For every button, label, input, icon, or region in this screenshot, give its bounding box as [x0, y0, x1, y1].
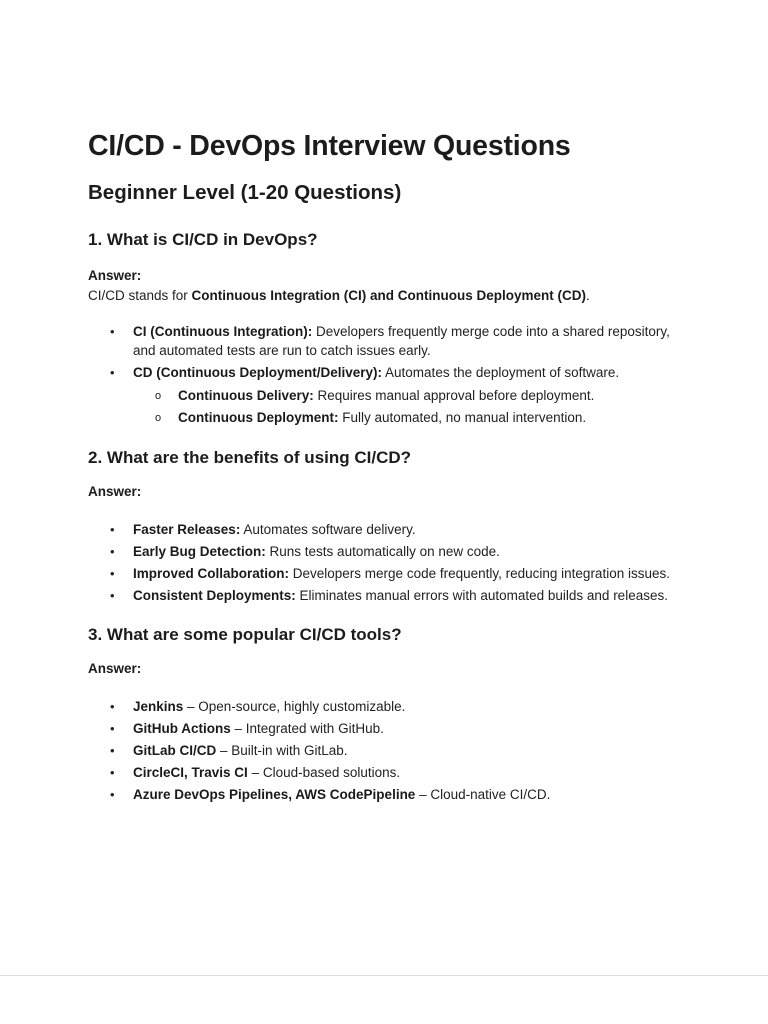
intro-text: CI/CD stands for [88, 288, 192, 303]
list-item [88, 697, 678, 716]
hollow-circle-icon: o [155, 390, 162, 402]
bullet-dot-icon: • [110, 566, 115, 581]
bullet-dot-icon: • [110, 765, 115, 780]
answer-list [88, 697, 688, 804]
item-text: – Built-in with GitLab. [216, 743, 348, 758]
question-1 [88, 228, 688, 428]
document-content [88, 126, 688, 807]
question-2-title: 2. What are the benefits of using CI/CD? [88, 448, 412, 467]
item-text: – Cloud-native CI/CD. [415, 787, 551, 802]
list-item [88, 363, 678, 428]
item-term: Azure DevOps Pipelines, AWS CodePipeline [133, 787, 416, 802]
question-2 [88, 446, 688, 605]
list-item [88, 542, 678, 561]
sub-list-item [133, 385, 678, 406]
item-term: Early Bug Detection: [133, 544, 266, 559]
page-divider [0, 975, 768, 976]
item-term: GitHub Actions [133, 721, 231, 736]
item-term: Jenkins [133, 699, 184, 714]
item-term: Consistent Deployments: [133, 588, 296, 603]
item-term: Improved Collaboration: [133, 566, 290, 581]
list-item [88, 520, 678, 539]
list-item [88, 586, 678, 605]
answer-intro [88, 286, 688, 305]
question-3-title: 3. What are some popular CI/CD tools? [88, 625, 402, 644]
list-item [88, 763, 678, 782]
question-1-title: 1. What is CI/CD in DevOps? [88, 230, 318, 249]
bullet-dot-icon: • [110, 522, 115, 537]
answer-label: Answer: [88, 268, 142, 283]
sub-list-item [133, 407, 678, 428]
item-term: GitLab CI/CD [133, 743, 217, 758]
intro-suffix: . [586, 288, 590, 303]
item-term: Continuous Deployment: [178, 410, 339, 425]
bullet-dot-icon: • [110, 365, 115, 380]
answer-label: Answer: [88, 484, 142, 499]
item-text: Developers merge code frequently, reducing integration issues. [289, 566, 670, 581]
item-text: Automates the deployment of software. [382, 365, 620, 380]
level-heading: Beginner Level (1-20 Questions) [88, 181, 402, 204]
list-item [88, 322, 678, 360]
question-3 [88, 623, 688, 804]
item-text: Fully automated, no manual intervention. [338, 410, 587, 425]
list-item [88, 785, 678, 804]
sub-list [133, 385, 678, 428]
item-term: CI (Continuous Integration): [133, 324, 313, 339]
answer-list [88, 520, 688, 605]
item-text: Developers frequently merge code into a shared repository, and automated tests are run to catch issues early. [133, 324, 670, 358]
list-item [88, 564, 678, 583]
list-item [88, 719, 678, 738]
bullet-dot-icon: • [110, 324, 115, 339]
item-text: – Open-source, highly customizable. [183, 699, 406, 714]
answer-label: Answer: [88, 661, 142, 676]
item-term: Faster Releases: [133, 522, 241, 537]
intro-bold-text: Continuous Integration (CI) and Continuous Deployment (CD) [191, 288, 586, 303]
item-term: CD (Continuous Deployment/Delivery): [133, 365, 383, 380]
bullet-dot-icon: • [110, 699, 115, 714]
list-item [88, 741, 678, 760]
bullet-dot-icon: • [110, 787, 115, 802]
page-title: CI/CD - DevOps Interview Questions [88, 130, 571, 162]
item-text: – Cloud-based solutions. [247, 765, 401, 780]
item-text: Runs tests automatically on new code. [265, 544, 500, 559]
item-term: Continuous Delivery: [178, 388, 314, 403]
item-text: Automates software delivery. [240, 522, 416, 537]
item-text: Requires manual approval before deployment. [313, 388, 595, 403]
bullet-dot-icon: • [110, 544, 115, 559]
bullet-dot-icon: • [110, 721, 115, 736]
bullet-dot-icon: • [110, 743, 115, 758]
hollow-circle-icon: o [155, 412, 162, 424]
bullet-dot-icon: • [110, 588, 115, 603]
item-term: CircleCI, Travis CI [133, 765, 248, 780]
item-text: – Integrated with GitHub. [230, 721, 384, 736]
answer-list [88, 322, 688, 428]
item-text: Eliminates manual errors with automated builds and releases. [295, 588, 668, 603]
